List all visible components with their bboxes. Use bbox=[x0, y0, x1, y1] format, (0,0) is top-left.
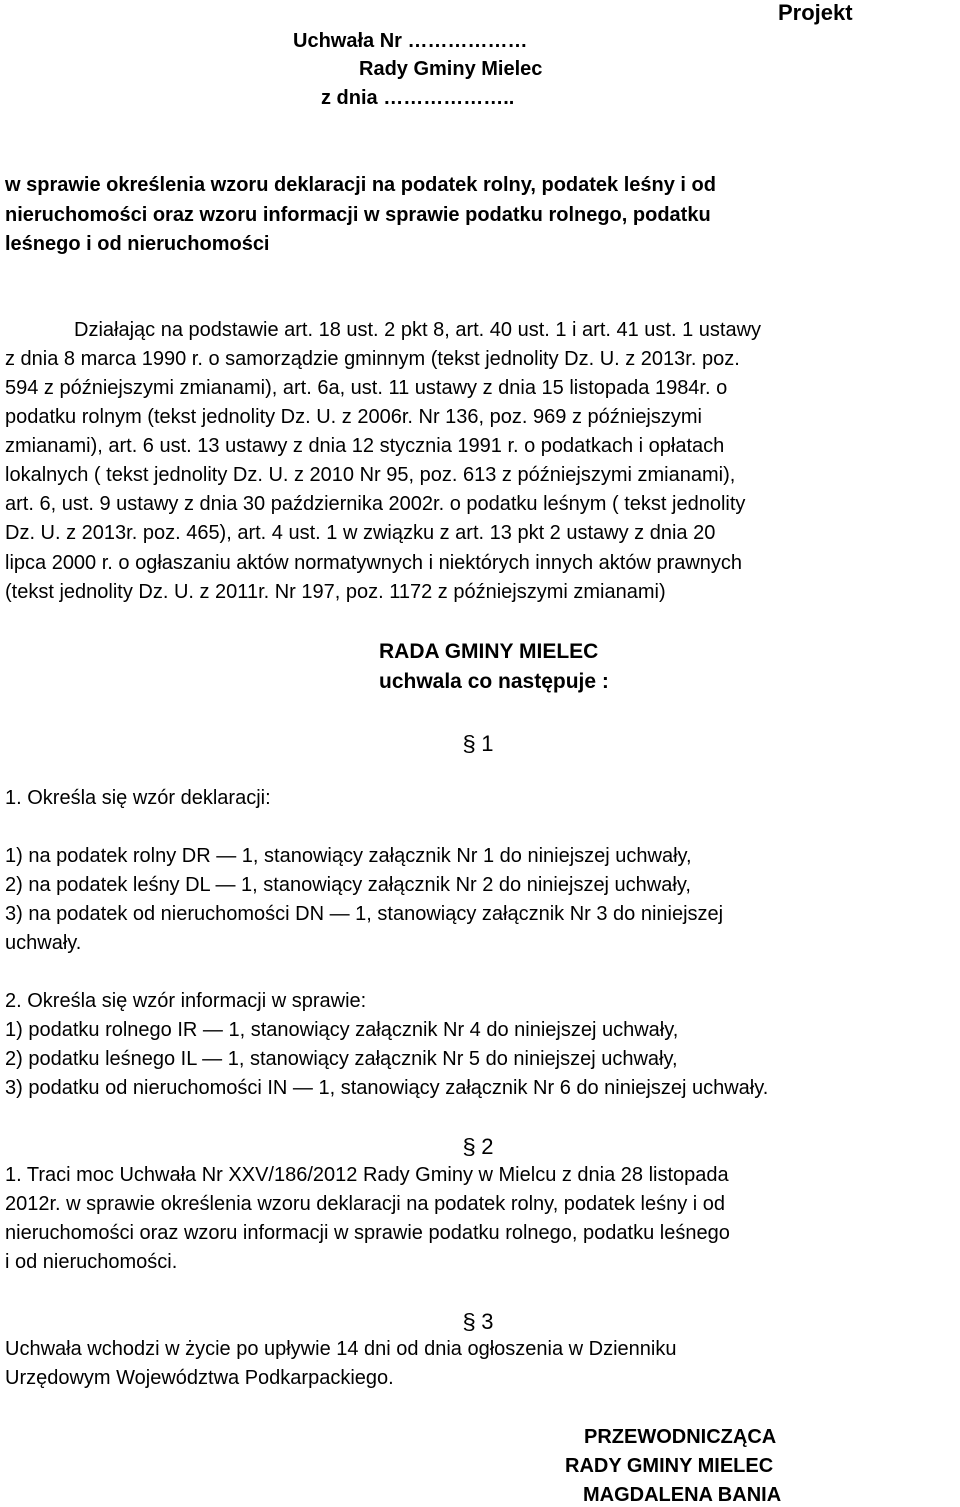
section-number: 3 bbox=[481, 1309, 494, 1334]
title-line-3: leśnego i od nieruchomości bbox=[5, 233, 270, 255]
preamble-line-7: art. 6, ust. 9 ustawy z dnia 30 października 2002r. o podatku leśnym ( tekst jednolity bbox=[5, 493, 746, 515]
sec2-line-2: 2012r. w sprawie określenia wzoru deklaracji na podatek rolny, podatek leśny i od bbox=[5, 1193, 726, 1215]
preamble-line-4: podatku rolnym (tekst jednolity Dz. U. z 2006r. Nr 136, poz. 969 z późniejszymi bbox=[5, 406, 702, 428]
par1-item-3-cont: uchwały. bbox=[5, 932, 82, 954]
preamble-line-5: zmianami), art. 6 ust. 13 ustawy z dnia 12 stycznia 1991 r. o podatkach i opłatach bbox=[5, 435, 725, 457]
signature-role: PRZEWODNICZĄCA bbox=[584, 1426, 777, 1448]
sec3-line-1: Uchwała wchodzi w życie po upływie 14 dni od dnia ogłoszenia w Dzienniku bbox=[5, 1338, 677, 1360]
section-number: 2 bbox=[481, 1134, 494, 1159]
resolution-date: z dnia ……………….. bbox=[321, 87, 515, 109]
sec2-line-1: 1. Traci moc Uchwała Nr XXV/186/2012 Rady Gminy w Mielcu z dnia 28 listopada bbox=[5, 1164, 729, 1186]
council-resolves: uchwala co następuje : bbox=[379, 670, 609, 693]
par1-item-3: 3) na podatek od nieruchomości DN — 1, stanowiący załącznik Nr 3 do niniejszej bbox=[5, 903, 724, 925]
preamble-line-3: 594 z późniejszymi zmianami), art. 6a, ust. 11 ustawy z dnia 15 listopada 1984r. o bbox=[5, 377, 728, 399]
section-symbol: § bbox=[462, 1134, 476, 1159]
par1-item-2: 2) na podatek leśny DL — 1, stanowiący załącznik Nr 2 do niniejszej uchwały, bbox=[5, 874, 691, 896]
signature-name: MAGDALENA BANIA bbox=[583, 1484, 782, 1506]
section-3-heading bbox=[463, 1309, 494, 1335]
section-number: 1 bbox=[481, 731, 494, 756]
par2-item-3: 3) podatku od nieruchomości IN — 1, stanowiący załącznik Nr 6 do niniejszej uchwały. bbox=[5, 1077, 769, 1099]
preamble-line-6: lokalnych ( tekst jednolity Dz. U. z 2010 Nr 95, poz. 613 z późniejszymi zmianami), bbox=[5, 464, 736, 486]
par1-item-1: 1) na podatek rolny DR — 1, stanowiący załącznik Nr 1 do niniejszej uchwały, bbox=[5, 845, 692, 867]
signature-body: RADY GMINY MIELEC bbox=[565, 1455, 774, 1477]
sec2-line-3: nieruchomości oraz wzoru informacji w sprawie podatku rolnego, podatku leśnego bbox=[5, 1222, 730, 1244]
project-label: Projekt bbox=[778, 0, 853, 25]
preamble-line-8: Dz. U. z 2013r. poz. 465), art. 4 ust. 1 w związku z art. 13 pkt 2 ustawy z dnia 20 bbox=[5, 522, 716, 544]
title-line-1: w sprawie określenia wzoru deklaracji na podatek rolny, podatek leśny i od bbox=[5, 174, 716, 196]
section-2-heading bbox=[463, 1134, 494, 1160]
preamble-line-2: z dnia 8 marca 1990 r. o samorządzie gminnym (tekst jednolity Dz. U. z 2013r. poz. bbox=[5, 348, 740, 370]
resolution-number: Uchwała Nr ……………… bbox=[293, 30, 528, 52]
par1-heading: 1. Określa się wzór deklaracji: bbox=[5, 787, 271, 809]
section-symbol: § bbox=[462, 731, 476, 756]
sec2-line-4: i od nieruchomości. bbox=[5, 1251, 178, 1273]
preamble-line-1: Działając na podstawie art. 18 ust. 2 pkt 8, art. 40 ust. 1 i art. 41 ust. 1 ustawy bbox=[74, 319, 762, 341]
section-1-heading bbox=[463, 731, 494, 757]
par2-item-2: 2) podatku leśnego IL — 1, stanowiący załącznik Nr 5 do niniejszej uchwały, bbox=[5, 1048, 678, 1070]
par2-heading: 2. Określa się wzór informacji w sprawie: bbox=[5, 990, 367, 1012]
title-line-2: nieruchomości oraz wzoru informacji w sprawie podatku rolnego, podatku bbox=[5, 204, 711, 226]
council-name: Rady Gminy Mielec bbox=[359, 58, 543, 80]
council-heading: RADA GMINY MIELEC bbox=[379, 640, 599, 663]
par2-item-1: 1) podatku rolnego IR — 1, stanowiący załącznik Nr 4 do niniejszej uchwały, bbox=[5, 1019, 679, 1041]
preamble-line-9: lipca 2000 r. o ogłaszaniu aktów normatywnych i niektórych innych aktów prawnych bbox=[5, 552, 743, 574]
sec3-line-2: Urzędowym Województwa Podkarpackiego. bbox=[5, 1367, 394, 1389]
preamble-line-10: (tekst jednolity Dz. U. z 2011r. Nr 197, poz. 1172 z późniejszymi zmianami) bbox=[5, 581, 666, 603]
section-symbol: § bbox=[462, 1309, 476, 1334]
